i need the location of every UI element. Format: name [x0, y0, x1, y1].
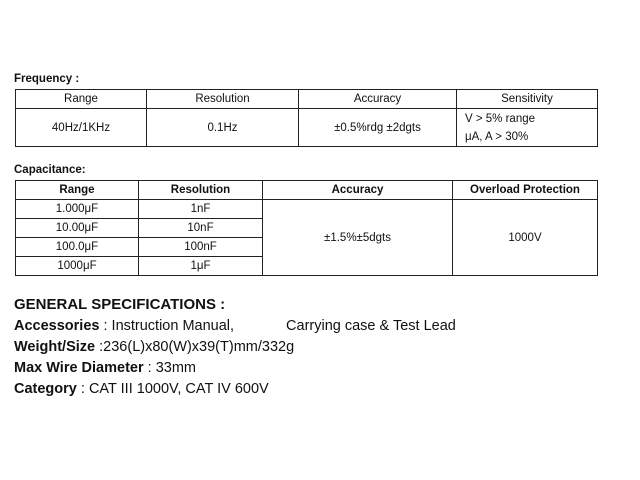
- capacitance-accuracy-cell: ±1.5%±5dgts: [263, 200, 453, 276]
- frequency-header-range: Range: [16, 90, 147, 109]
- frequency-sensitivity-cell: [457, 109, 598, 147]
- capacitance-header-overload: Overload Protection: [453, 181, 598, 200]
- capacitance-title: Capacitance:: [14, 164, 86, 176]
- weight-size-label: Weight/Size: [14, 339, 96, 355]
- sensitivity-line-1: V > 5% range: [465, 112, 536, 125]
- capacitance-resolution-cell: 10nF: [139, 219, 263, 238]
- capacitance-range-cell: 10.00μF: [16, 219, 139, 238]
- table-row: [16, 200, 598, 219]
- accessories-value-1: : Instruction Manual,: [99, 318, 235, 334]
- category-value: : CAT III 1000V, CAT IV 600V: [76, 381, 269, 397]
- frequency-range-cell: 40Hz/1KHz: [16, 109, 147, 147]
- capacitance-range-cell: 100.0μF: [16, 238, 139, 257]
- frequency-table: [15, 89, 598, 147]
- capacitance-header-range: Range: [16, 181, 139, 200]
- capacitance-resolution-cell: 1nF: [139, 200, 263, 219]
- capacitance-header-accuracy: Accuracy: [263, 181, 453, 200]
- accessories-line: [14, 318, 456, 334]
- capacitance-header-row: [16, 181, 598, 200]
- capacitance-resolution-cell: 1μF: [139, 257, 263, 276]
- max-wire-diameter-label: Max Wire Diameter: [14, 360, 144, 376]
- category-label: Category: [14, 381, 77, 397]
- frequency-header-sensitivity: Sensitivity: [457, 90, 598, 109]
- frequency-header-resolution: Resolution: [147, 90, 299, 109]
- category-line: [14, 381, 269, 397]
- capacitance-range-cell: 1.000μF: [16, 200, 139, 219]
- accessories-label: Accessories: [14, 318, 100, 334]
- capacitance-table: [15, 180, 598, 276]
- max-wire-diameter-line: [14, 360, 196, 376]
- frequency-resolution-cell: 0.1Hz: [147, 109, 299, 147]
- capacitance-header-resolution: Resolution: [139, 181, 263, 200]
- capacitance-range-cell: 1000μF: [16, 257, 139, 276]
- frequency-header-row: [16, 90, 598, 109]
- frequency-data-row: [16, 109, 598, 147]
- capacitance-resolution-cell: 100nF: [139, 238, 263, 257]
- frequency-header-accuracy: Accuracy: [299, 90, 457, 109]
- max-wire-diameter-value: : 33mm: [143, 360, 196, 376]
- general-specifications-title: GENERAL SPECIFICATIONS :: [14, 296, 226, 313]
- weight-size-value: :236(L)x80(W)x39(T)mm/332g: [95, 339, 295, 355]
- frequency-title: Frequency :: [14, 73, 80, 85]
- accessories-value-2: Carrying case & Test Lead: [286, 318, 456, 334]
- capacitance-overload-cell: 1000V: [453, 200, 598, 276]
- weight-size-line: [14, 339, 294, 355]
- sensitivity-line-2: μA, A > 30%: [465, 130, 529, 143]
- frequency-accuracy-cell: ±0.5%rdg ±2dgts: [299, 109, 457, 147]
